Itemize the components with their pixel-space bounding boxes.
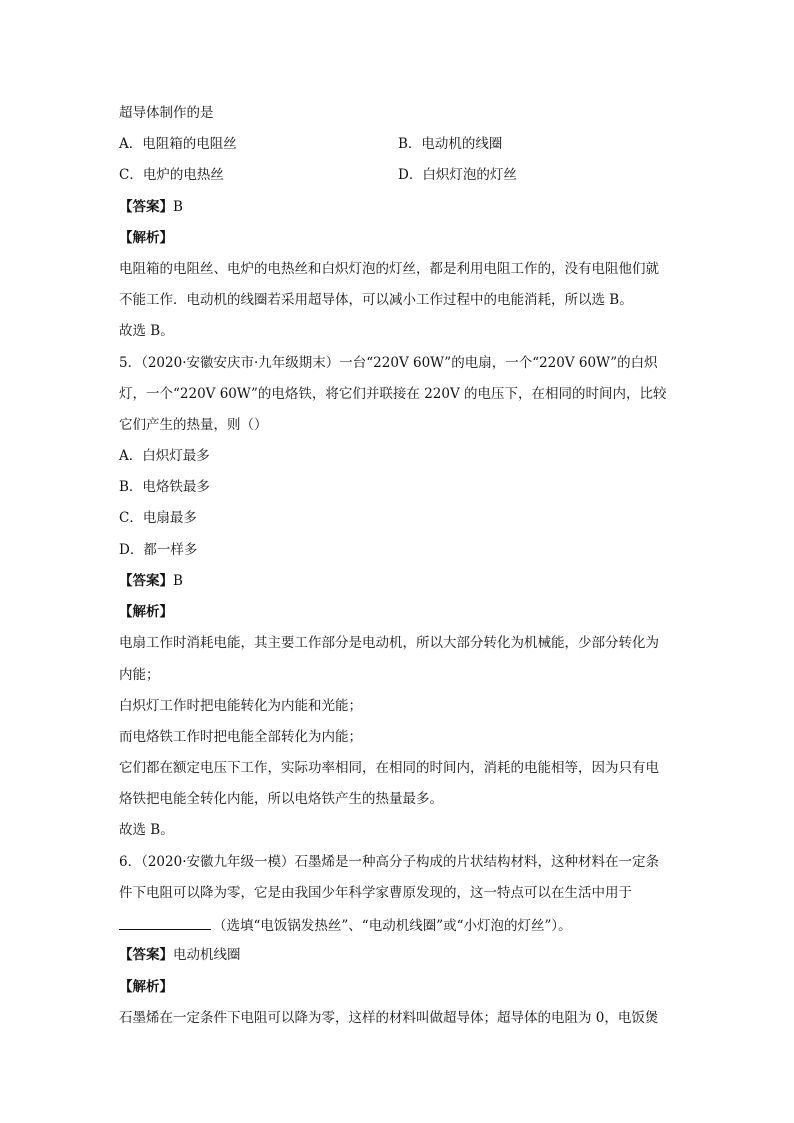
q6-answer-label: 【答案】 (119, 947, 173, 963)
q4-analysis-line: 故选 B。 (119, 323, 174, 339)
q5-analysis-label: 【解析】 (119, 604, 173, 620)
q4-analysis-line: 电阻箱的电阻丝、电炉的电热丝和白炽灯泡的灯丝，都是利用电阻工作的，没有电阻他们就 (119, 261, 659, 277)
q6-answer-blank[interactable] (119, 915, 211, 930)
q5-analysis-line: 故选 B。 (119, 822, 174, 838)
q5-option-a: A．白炽灯最多 (119, 448, 210, 464)
q6-blank-tail: （选填“电饭锅发热丝”、“电动机线圈”或“小灯泡的灯丝”）。 (213, 918, 572, 934)
q6-blank-line (119, 915, 572, 933)
q5-stem-line: 灯，一个“220V 60W”的电烙铁，将它们并联接在 220V 的电压下，在相同的时间内，比较 (119, 386, 667, 402)
q4-answer-value: B (173, 199, 183, 215)
q4-analysis-line: 不能工作．电动机的线圈若采用超导体，可以减小工作过程中的电能消耗，所以选 B。 (119, 292, 633, 308)
q5-analysis-line: 白炽灯工作时把电能转化为内能和光能； (119, 698, 362, 714)
q6-analysis-line: 石墨烯在一定条件下电阻可以降为零，这样的材料叫做超导体；超导体的电阻为 0，电饭煲 (119, 1010, 659, 1026)
q5-answer-label: 【答案】 (119, 573, 173, 589)
q6-answer (119, 946, 241, 964)
q5-analysis-line: 烙铁把电能全转化内能，所以电烙铁产生的热量最多。 (119, 791, 443, 807)
q4-option-c: C．电炉的电热丝 (119, 167, 224, 183)
q6-stem-line: 6．（2020·安徽九年级一模）石墨烯是一种高分子构成的片状结构材料，这种材料在一定条 (119, 854, 659, 870)
q5-stem-line: 它们产生的热量，则（） (119, 417, 268, 433)
q4-answer (119, 198, 183, 216)
q5-analysis-line: 内能； (119, 667, 160, 683)
q6-answer-value: 电动机线圈 (173, 947, 241, 963)
q4-analysis-label: 【解析】 (119, 230, 173, 246)
q5-analysis-line: 电扇工作时消耗电能，其主要工作部分是电动机，所以大部分转化为机械能，少部分转化为 (119, 635, 659, 651)
q4-option-b: B．电动机的线圈 (398, 136, 503, 152)
q5-analysis-line: 而电烙铁工作时把电能全部转化为内能； (119, 729, 362, 745)
q5-analysis-line: 它们都在额定电压下工作，实际功率相同，在相同的时间内，消耗的电能相等，因为只有电 (119, 760, 659, 776)
q4-stem-tail: 超导体制作的是 (119, 105, 214, 121)
q4-option-d: D．白炽灯泡的灯丝 (398, 167, 517, 183)
q5-option-b: B．电烙铁最多 (119, 479, 210, 495)
q5-option-d: D．都一样多 (119, 542, 198, 558)
q5-answer-value: B (173, 573, 183, 589)
q5-stem-line: 5．（2020·安徽安庆市·九年级期末）一台“220V 60W”的电扇，一个“220V 60W”的白炽 (119, 355, 658, 371)
q4-answer-label: 【答案】 (119, 199, 173, 215)
q5-answer (119, 572, 183, 590)
q6-stem-line: 件下电阻可以降为零，它是由我国少年科学家曹原发现的，这一特点可以在生活中用于 (119, 885, 632, 901)
q4-option-a: A．电阻箱的电阻丝 (119, 136, 237, 152)
q6-analysis-label: 【解析】 (119, 979, 173, 995)
q5-option-c: C．电扇最多 (119, 510, 197, 526)
